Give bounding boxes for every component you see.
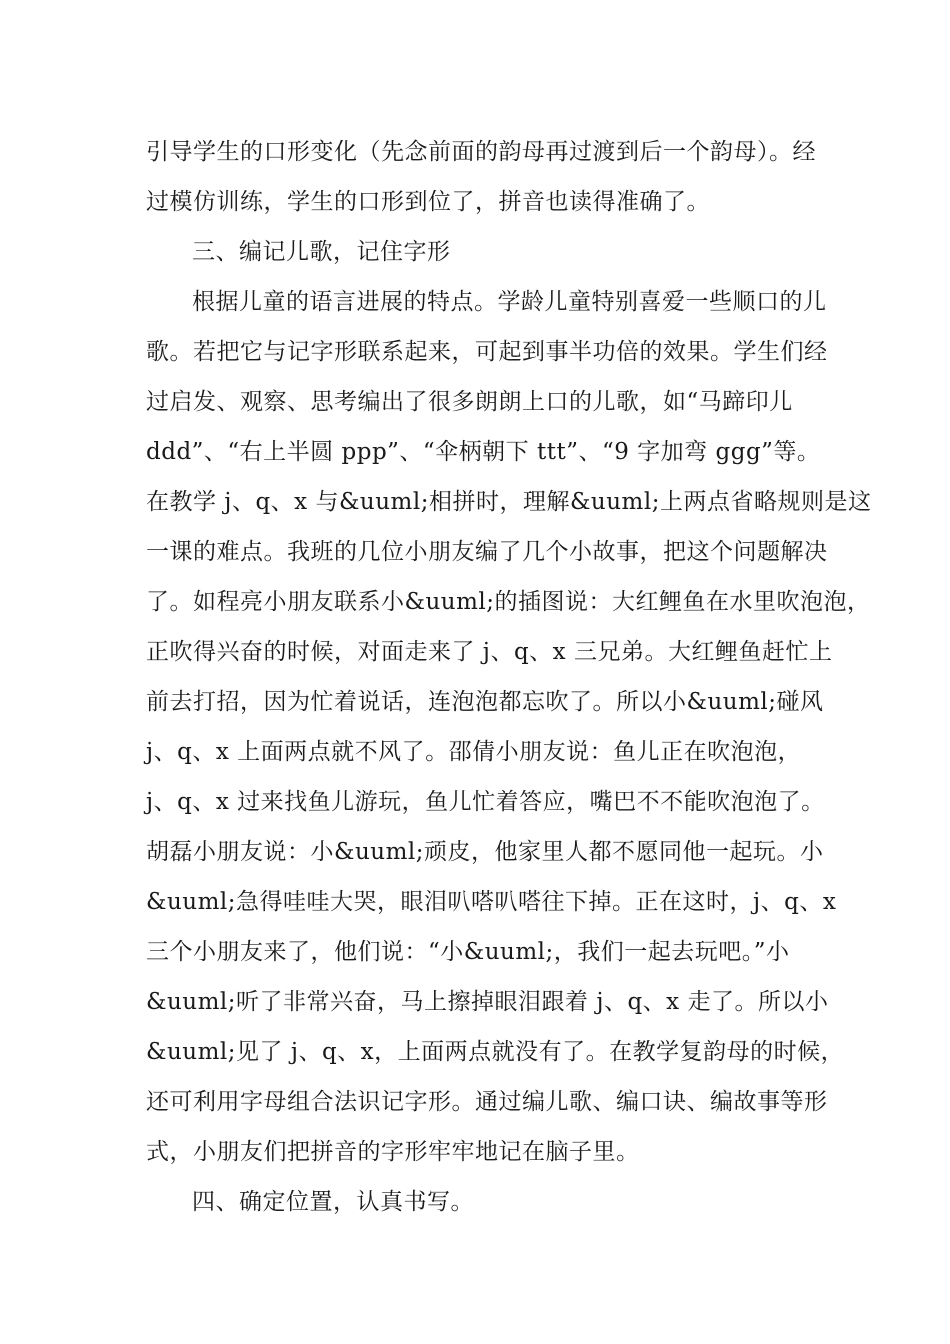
paragraph-line: 三个小朋友来了，他们说：“小&uuml;，我们一起去玩吧。”小 <box>146 939 790 965</box>
paragraph-line: j、q、x 过来找鱼儿游玩，鱼儿忙着答应，嘴巴不不能吹泡泡了。 <box>146 789 825 815</box>
paragraph-line: 在教学 j、q、x 与&uuml;相拼时，理解&uuml;上两点省略规则是这 <box>146 489 872 515</box>
paragraph-line: 引导学生的口形变化（先念前面的韵母再过渡到后一个韵母）。经 <box>146 139 816 165</box>
paragraph-line: ddd”、“右上半圆 ppp”、“伞柄朝下 ttt”、“9 字加弯 ggg”等。 <box>146 439 821 465</box>
section-heading: 四、确定位置，认真书写。 <box>192 1189 474 1215</box>
paragraph-line: &uuml;急得哇哇大哭，眼泪叭嗒叭嗒往下掉。正在这时，j、q、x <box>146 889 837 915</box>
paragraph-line: 了。如程亮小朋友联系小&uuml;的插图说：大红鲤鱼在水里吹泡泡， <box>146 589 871 615</box>
paragraph-line: 胡磊小朋友说：小&uuml;顽皮，他家里人都不愿同他一起玩。小 <box>146 839 824 865</box>
paragraph-line: 一课的难点。我班的几位小朋友编了几个小故事，把这个问题解决 <box>146 539 828 565</box>
paragraph-line: 歌。若把它与记字形联系起来，可起到事半功倍的效果。学生们经 <box>146 339 828 365</box>
paragraph-line: &uuml;见了 j、q、x，上面两点就没有了。在教学复韵母的时候， <box>146 1039 845 1065</box>
paragraph-line: 过模仿训练，学生的口形到位了，拼音也读得准确了。 <box>146 189 710 215</box>
paragraph-line: 还可利用字母组合法识记字形。通过编儿歌、编口诀、编故事等形 <box>146 1089 828 1115</box>
paragraph-line: 式，小朋友们把拼音的字形牢牢地记在脑子里。 <box>146 1139 640 1165</box>
paragraph-line: 过启发、观察、思考编出了很多朗朗上口的儿歌，如“马蹄印儿 <box>146 389 793 415</box>
paragraph-line: j、q、x 上面两点就不风了。邵倩小朋友说：鱼儿正在吹泡泡， <box>146 739 802 765</box>
paragraph-line: 前去打招，因为忙着说话，连泡泡都忘吹了。所以小&uuml;碰风 <box>146 689 824 715</box>
paragraph-line: &uuml;听了非常兴奋，马上擦掉眼泪跟着 j、q、x 走了。所以小 <box>146 989 829 1015</box>
paragraph-line: 根据儿童的语言进展的特点。学龄儿童特别喜爱一些顺口的儿 <box>192 289 827 315</box>
paragraph-line: 正吹得兴奋的时候，对面走来了 j、q、x 三兄弟。大红鲤鱼赶忙上 <box>146 639 833 665</box>
section-heading: 三、编记儿歌，记住字形 <box>192 239 451 265</box>
